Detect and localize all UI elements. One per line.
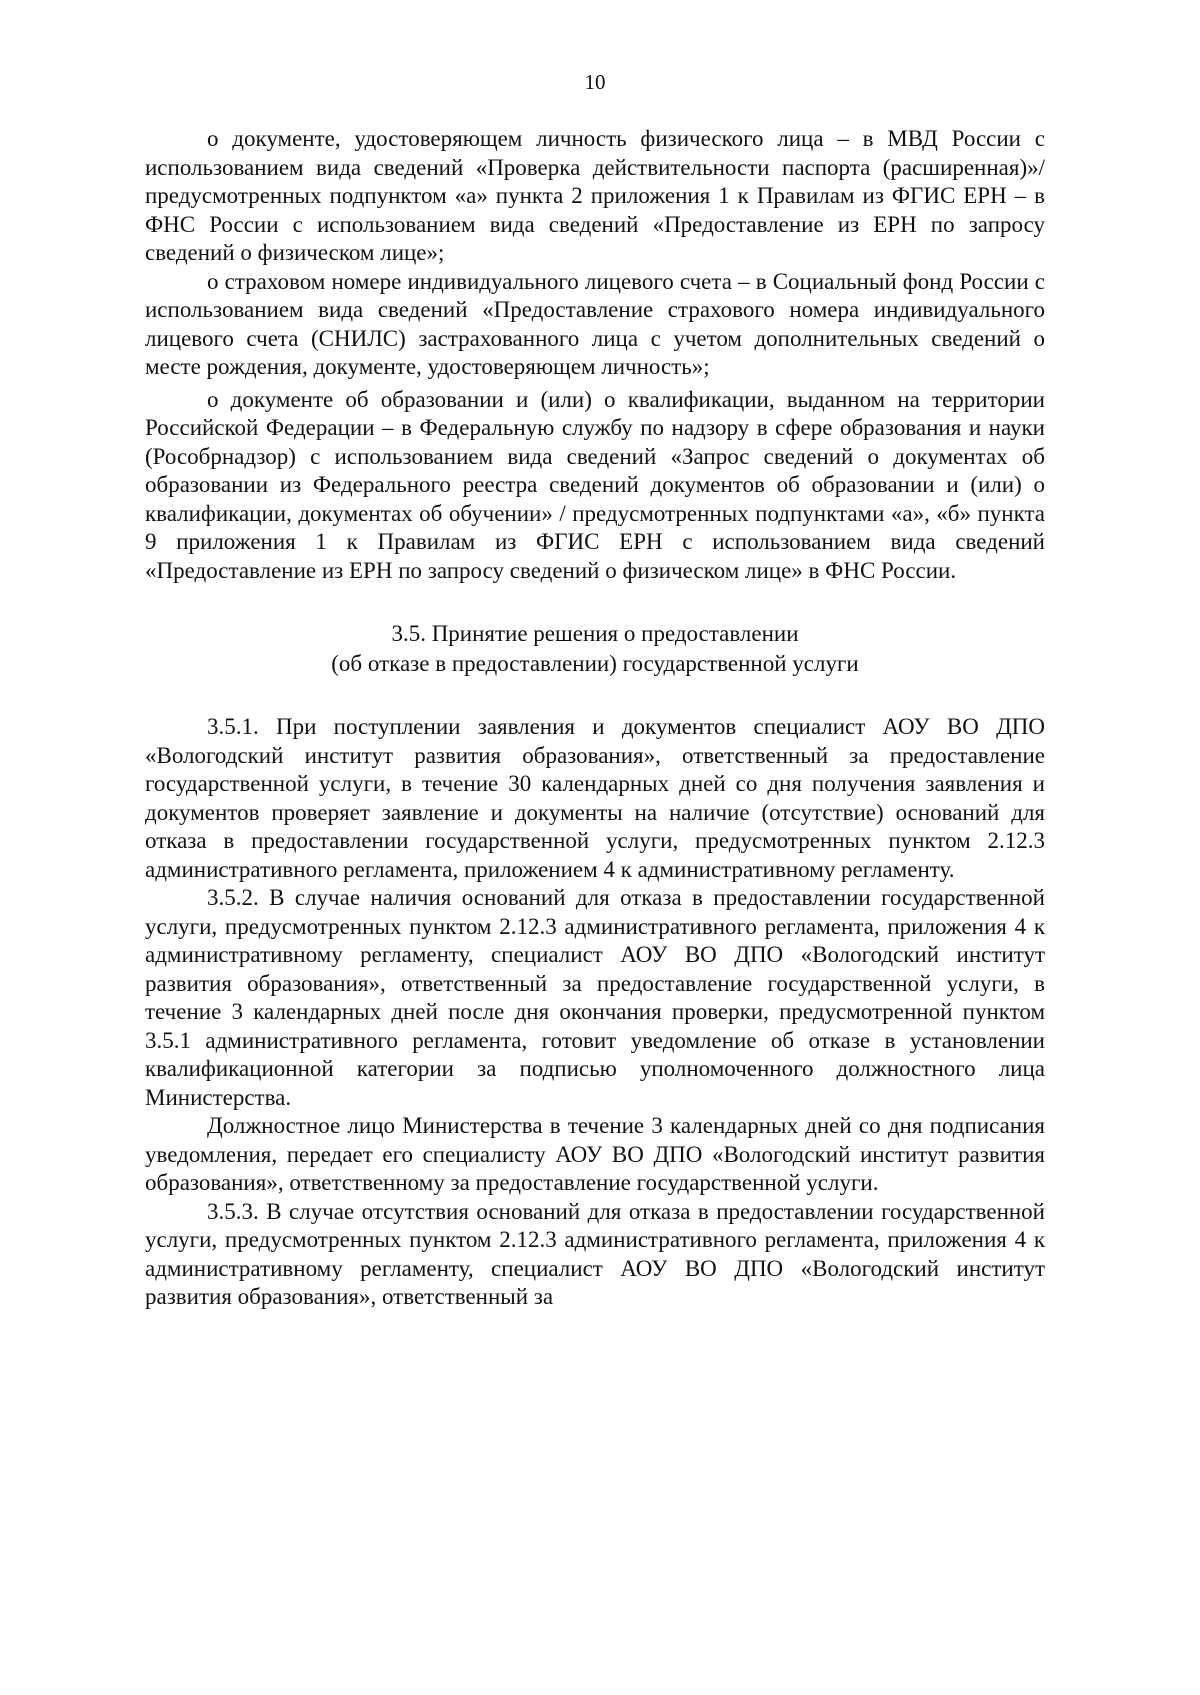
page-number: 10 — [584, 70, 606, 94]
paragraph-3-5-1: 3.5.1. При поступлении заявления и документов специалист АОУ ВО ДПО «Вологодский институт развития образования», ответственный за предоставление государственной услуги, в течение 30 календарных дней со дня получения заявления и документов проверяет заявление и документы на наличие (отсутствие) оснований для отказа в предоставлении государственной услуги, предусмотренных пунктом 2.12.3 административного регламента, приложением 4 к административному регламенту. — [145, 714, 1045, 882]
paragraph-snils: о страховом номере индивидуального лицевого счета – в Социальный фонд России с использованием вида сведений «Предоставление страхового номера индивидуального лицевого счета (СНИЛС) застрахованного лица с учетом дополнительных сведений о месте рождения, документе, удостоверяющем личность»; — [145, 268, 1045, 379]
document-body — [145, 125, 1045, 1312]
section-heading — [145, 619, 1045, 679]
section-heading-line-2: (об отказе в предоставлении) государственной услуги — [331, 651, 859, 676]
paragraph-3-5-3: 3.5.3. В случае отсутствия оснований для отказа в предоставлении государственной услуги, предусмотренных пунктом 2.12.3 административного регламента, приложения 4 к административному регламенту, специалист АОУ ВО ДПО «Вологодский институт развития образования», ответственный за — [145, 1198, 1045, 1309]
paragraph-education-document: о документе об образовании и (или) о квалификации, выданном на территории Российской Федерации – в Федеральную службу по надзору в сфере образования и науки (Рособрнадзор) с использованием вида сведений «Запрос сведений о документах об образовании из Федерального реестра сведений документов об образовании и (или) о квалификации, документах об обучении» / предусмотренных подпунктами «а», «б» пункта 9 приложения 1 к Правилам из ФГИС ЕРН с использованием вида сведений «Предоставление из ЕРН по запросу сведений о физическом лице» в ФНС России. — [145, 386, 1045, 583]
section-heading-line-1: 3.5. Принятие решения о предоставлении — [391, 621, 799, 646]
paragraph-3-5-2: 3.5.2. В случае наличия оснований для отказа в предоставлении государственной услуги, предусмотренных пунктом 2.12.3 административного регламента, приложения 4 к административному регламенту, специалист АОУ ВО ДПО «Вологодский институт развития образования», ответственный за предоставление государственной услуги, в течение 3 календарных дней после дня окончания проверки, предусмотренной пунктом 3.5.1 административного регламента, готовит уведомление об отказе в установлении квалификационной категории за подписью уполномоченного должностного лица Министерства. — [145, 885, 1045, 1110]
paragraph-identity-document: о документе, удостоверяющем личность физического лица – в МВД России с использованием вида сведений «Проверка действительности паспорта (расширенная)»/предусмотренных подпунктом «а» пункта 2 приложения 1 к Правилам из ФГИС ЕРН – в ФНС России с использованием вида сведений «Предоставление из ЕРН по запросу сведений о физическом лице»; — [145, 126, 1045, 265]
paragraph-official-transfer: Должностное лицо Министерства в течение 3 календарных дней со дня подписания уведомления, передает его специалисту АОУ ВО ДПО «Вологодский институт развития образования», ответственному за предоставление государственной услуги. — [145, 1113, 1045, 1195]
